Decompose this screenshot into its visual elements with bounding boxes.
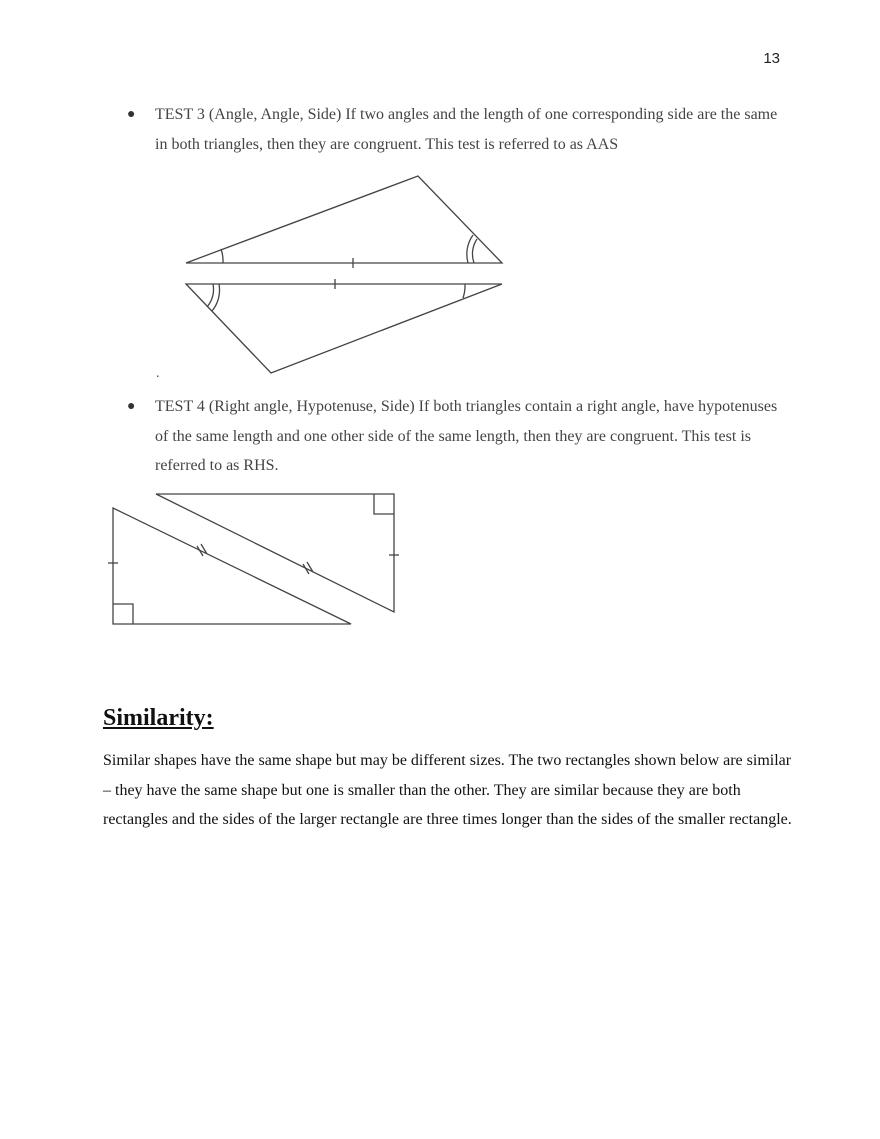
left-right-angle-marker [113,604,133,624]
section-heading: Similarity: [103,705,214,731]
aas-upper-triangle [186,176,502,263]
rhs-left-triangle [113,508,351,624]
upper-single-angle-arc [221,249,223,263]
test-3-item [127,100,787,159]
stray-dot: . [156,366,160,381]
aas-lower-triangle [186,284,502,373]
upper-double-angle-arc-2 [472,239,477,263]
lower-single-angle-arc [463,284,465,298]
rhs-right-triangle [156,494,394,612]
right-right-angle-marker [374,494,394,514]
lower-double-angle-arc-2 [207,284,214,307]
bullet-icon: ● [127,399,136,414]
test-3-text: TEST 3 (Angle, Angle, Side) If two angles and the length of one corresponding side are the same in both triangles, then they are congruent. This test is referred to as AAS [155,106,778,153]
aas-triangles-figure [180,170,510,380]
test-4-text: TEST 4 (Right angle, Hypotenuse, Side) If both triangles contain a right angle, have hypotenuses of the same length and one other side of the same length, then they are congruent. This test is referred to as RHS. [155,398,778,474]
rhs-triangles-figure [105,488,405,633]
similarity-paragraph: Similar shapes have the same shape but may be different sizes. The two rectangles shown below are similar – they have the same shape but one is smaller than the other. They are similar because they are both rectangles and the sides of the larger rectangle are three times longer than the sides of the smaller rectangle. [103,752,792,828]
upper-double-angle-arc-1 [467,235,473,263]
test-4-item [127,392,787,481]
page-number: 13 [763,50,780,67]
bullet-icon: ● [127,107,136,122]
